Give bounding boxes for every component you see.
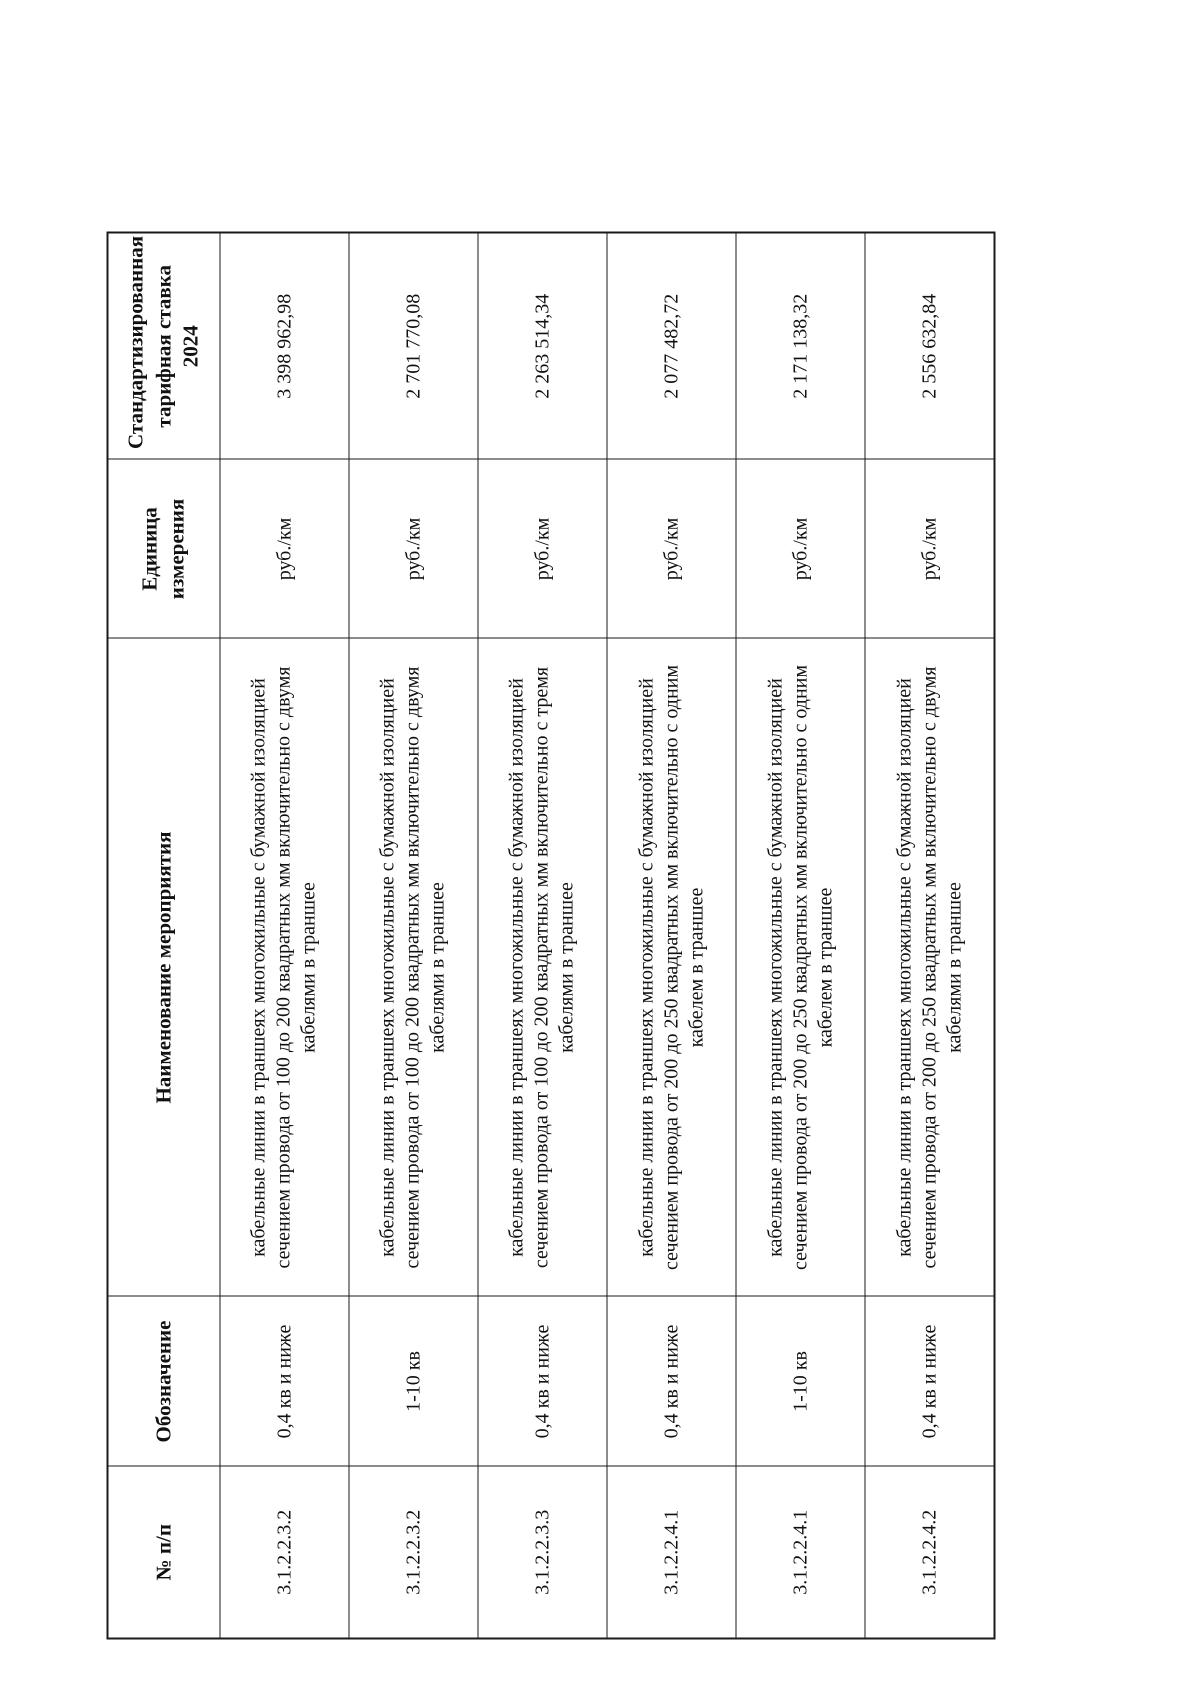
row-num: 3.1.2.2.3.2 — [348, 1467, 477, 1639]
row-designation: 0,4 кв и ниже — [606, 1297, 735, 1467]
row-unit: руб./км — [865, 460, 994, 639]
tariff-table — [106, 232, 995, 1640]
row-unit: руб./км — [736, 460, 865, 639]
header-name: Наименование мероприятия — [107, 639, 219, 1297]
table-row — [865, 233, 994, 1639]
table-row — [348, 233, 477, 1639]
row-num: 3.1.2.2.4.1 — [736, 1467, 865, 1639]
row-num: 3.1.2.2.3.2 — [219, 1467, 348, 1639]
header-rate: Стандартизированная тарифная ставка 2024 — [107, 233, 219, 460]
table-row — [736, 233, 865, 1639]
row-designation: 0,4 кв и ниже — [477, 1297, 606, 1467]
row-rate: 2 263 514,34 — [477, 233, 606, 460]
row-name: кабельные линии в траншеях многожильные с бумажной изоляцией сечением провода от 100 до 200 квадратных мм включительно с двумя кабелями в траншее — [219, 639, 348, 1297]
tariff-table-rotated — [106, 234, 995, 1640]
row-rate: 2 077 482,72 — [606, 233, 735, 460]
row-designation: 0,4 кв и ниже — [219, 1297, 348, 1467]
table-row — [477, 233, 606, 1639]
row-designation: 1-10 кв — [736, 1297, 865, 1467]
header-num: № п/п — [107, 1467, 219, 1639]
row-name: кабельные линии в траншеях многожильные с бумажной изоляцией сечением провода от 200 до 250 квадратных мм включительно с двумя кабелями в траншее — [865, 639, 994, 1297]
row-unit: руб./км — [348, 460, 477, 639]
row-unit: руб./км — [606, 460, 735, 639]
row-unit: руб./км — [219, 460, 348, 639]
row-name: кабельные линии в траншеях многожильные с бумажной изоляцией сечением провода от 100 до 200 квадратных мм включительно с тремя кабелями в траншее — [477, 639, 606, 1297]
row-designation: 1-10 кв — [348, 1297, 477, 1467]
header-unit: Единица измерения — [107, 460, 219, 639]
table-row — [219, 233, 348, 1639]
row-name: кабельные линии в траншеях многожильные с бумажной изоляцией сечением провода от 100 до 200 квадратных мм включительно с двумя кабелями в траншее — [348, 639, 477, 1297]
row-rate: 3 398 962,98 — [219, 233, 348, 460]
row-name: кабельные линии в траншеях многожильные с бумажной изоляцией сечением провода от 200 до 250 квадратных мм включительно с одним кабелем в траншее — [736, 639, 865, 1297]
table-header-row — [107, 233, 219, 1639]
row-rate: 2 171 138,32 — [736, 233, 865, 460]
header-designation: Обозначение — [107, 1297, 219, 1467]
row-num: 3.1.2.2.4.1 — [606, 1467, 735, 1639]
row-rate: 2 556 632,84 — [865, 233, 994, 460]
row-unit: руб./км — [477, 460, 606, 639]
row-name: кабельные линии в траншеях многожильные с бумажной изоляцией сечением провода от 200 до 250 квадратных мм включительно с одним кабелем в траншее — [606, 639, 735, 1297]
row-designation: 0,4 кв и ниже — [865, 1297, 994, 1467]
table-row — [606, 233, 735, 1639]
row-num: 3.1.2.2.4.2 — [865, 1467, 994, 1639]
row-rate: 2 701 770,08 — [348, 233, 477, 460]
row-num: 3.1.2.2.3.3 — [477, 1467, 606, 1639]
